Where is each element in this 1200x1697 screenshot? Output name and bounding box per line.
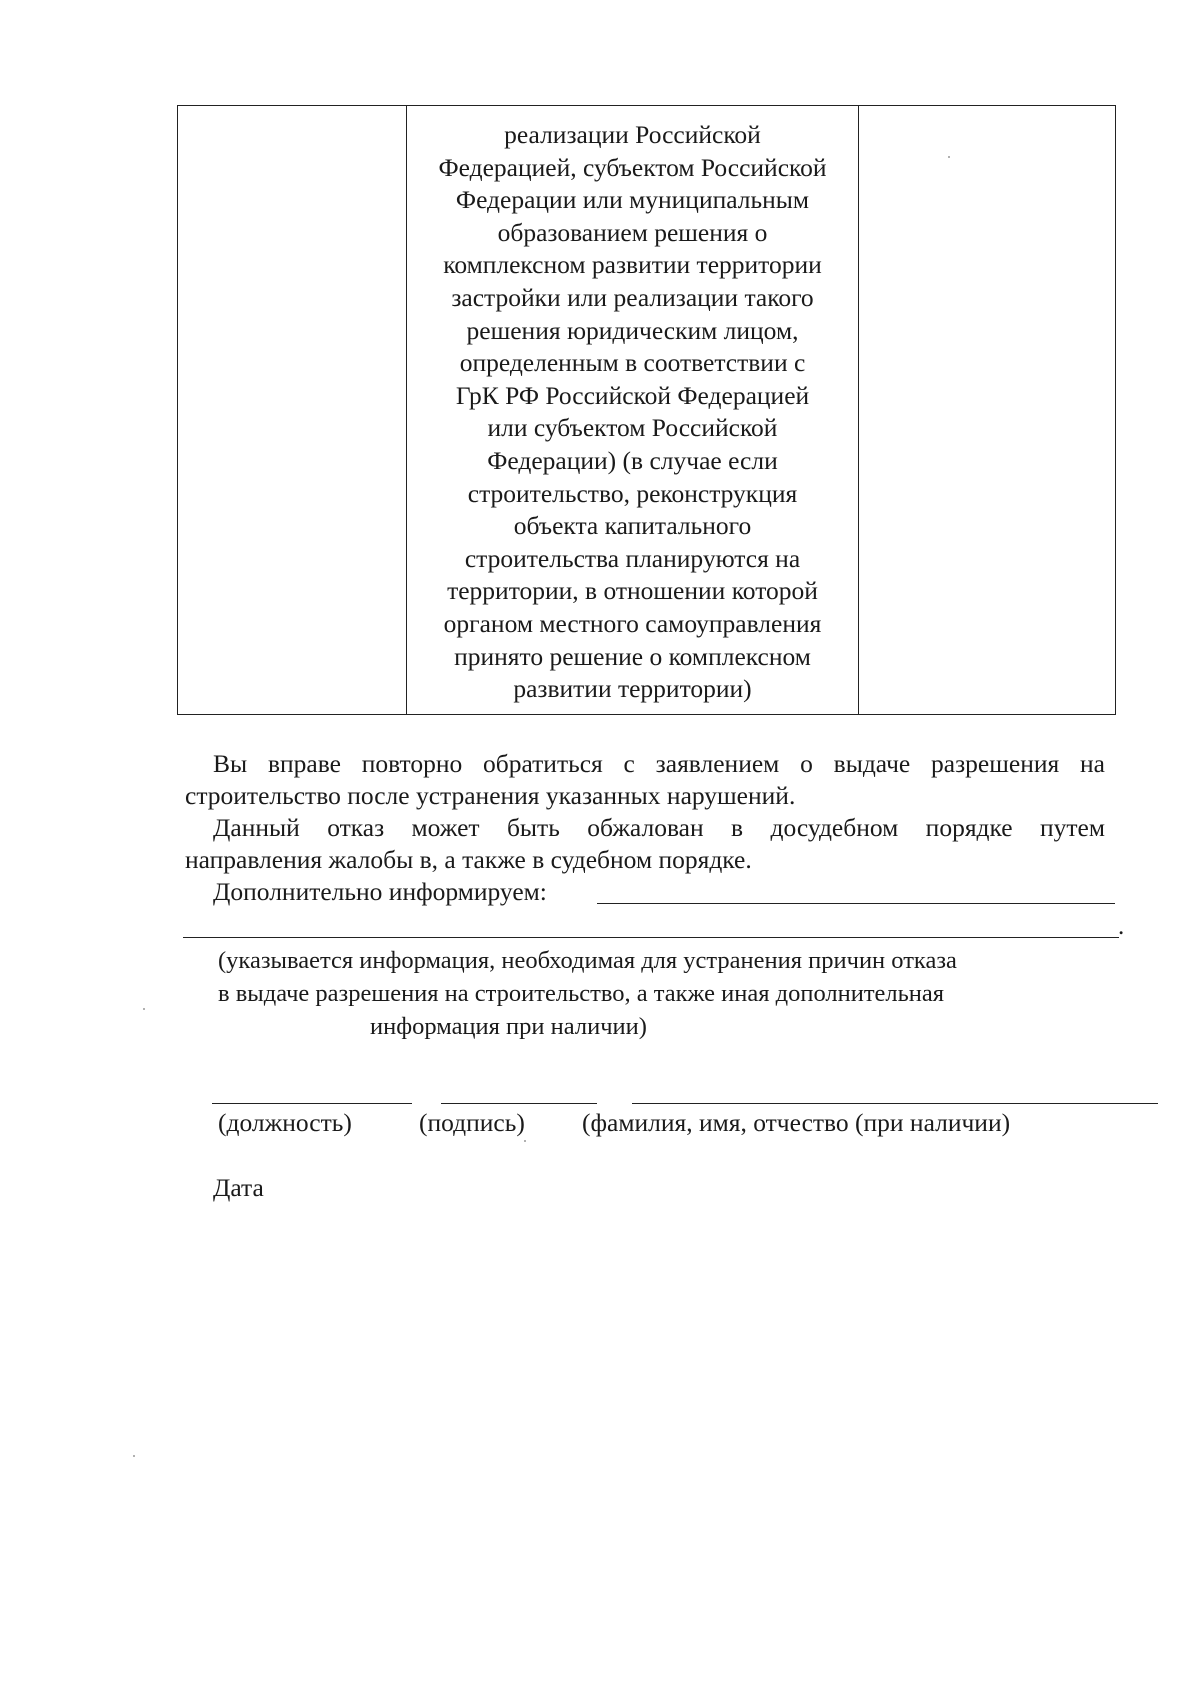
position-label: (должность) [218, 1108, 352, 1137]
hint-line-3: информация при наличии) [370, 1013, 647, 1040]
reason-text-lines [407, 119, 858, 706]
reason-text-line: реализации Российской [504, 120, 761, 149]
scan-speck [948, 156, 950, 158]
reason-text-line: Федерацией, субъектом Российской [438, 152, 827, 182]
additional-info-label: Дополнительно информируем: [213, 877, 547, 906]
reason-text-line: решения юридическим лицом, [466, 315, 799, 345]
signature-label: (подпись) [419, 1108, 525, 1137]
hint-line-2: в выдаче разрешения на строительство, а также иная дополнительная [218, 980, 945, 1007]
appeal-line-1: Данный отказ может быть обжалован в досудебном порядке путем [213, 813, 1105, 842]
reapply-line-2: строительство после устранения указанных нарушений. [185, 781, 796, 810]
appeal-line-2: направления жалобы в, а также в судебном порядке. [185, 845, 752, 874]
table-cell-empty-right [859, 106, 1115, 714]
reason-text-line: образованием решения о [497, 217, 768, 247]
refusal-reasons-table [177, 105, 1116, 715]
end-dot: . [1118, 913, 1125, 940]
reason-text-line: объекта капитального [513, 511, 752, 541]
full-name-label: (фамилия, имя, отчество (при наличии) [582, 1108, 1011, 1137]
hint-line-1: (указывается информация, необходимая для устранения причин отказа [218, 947, 957, 974]
reason-text-line: принято решение о комплексном [454, 641, 811, 671]
table-cell-empty-left [178, 106, 407, 714]
reason-text-line: комплексном развитии территории [443, 250, 822, 280]
position-blank-line[interactable] [212, 1103, 412, 1104]
reason-text-line: застройки или реализации такого [451, 282, 814, 312]
reason-text-line: строительство, реконструкция [467, 478, 798, 508]
additional-info-hint [200, 944, 1100, 1043]
additional-info-blank-line[interactable] [597, 903, 1115, 904]
reason-text-line: органом местного самоуправления [443, 608, 822, 638]
reapply-paragraph [185, 748, 1105, 812]
scan-speck [133, 1455, 135, 1457]
scan-speck [143, 1008, 145, 1010]
full-name-blank-line[interactable] [632, 1103, 1158, 1104]
table-cell-reason-text [407, 106, 859, 714]
reason-text-line: или субъектом Российской [487, 413, 778, 443]
reason-text-line: определенным в соответствии с [459, 348, 806, 378]
reason-text-line: строительства планируются на [464, 543, 801, 573]
reason-text-line: развитии территории) [513, 674, 752, 704]
additional-info-blank-line-2[interactable] [183, 937, 1119, 938]
reason-text-line: территории, в отношении которой [447, 576, 818, 606]
signature-blank-line[interactable] [441, 1103, 597, 1104]
reason-text-line: Федерации) (в случае если [487, 445, 778, 475]
scan-speck [524, 1140, 526, 1142]
appeal-paragraph [185, 812, 1105, 876]
reapply-line-1: Вы вправе повторно обратиться с заявлением о выдаче разрешения на [213, 749, 1105, 778]
reason-text-line: Федерации или муниципальным [455, 185, 810, 215]
reason-text-line: ГрК РФ Российской Федерацией [455, 380, 810, 410]
date-label: Дата [213, 1173, 264, 1202]
